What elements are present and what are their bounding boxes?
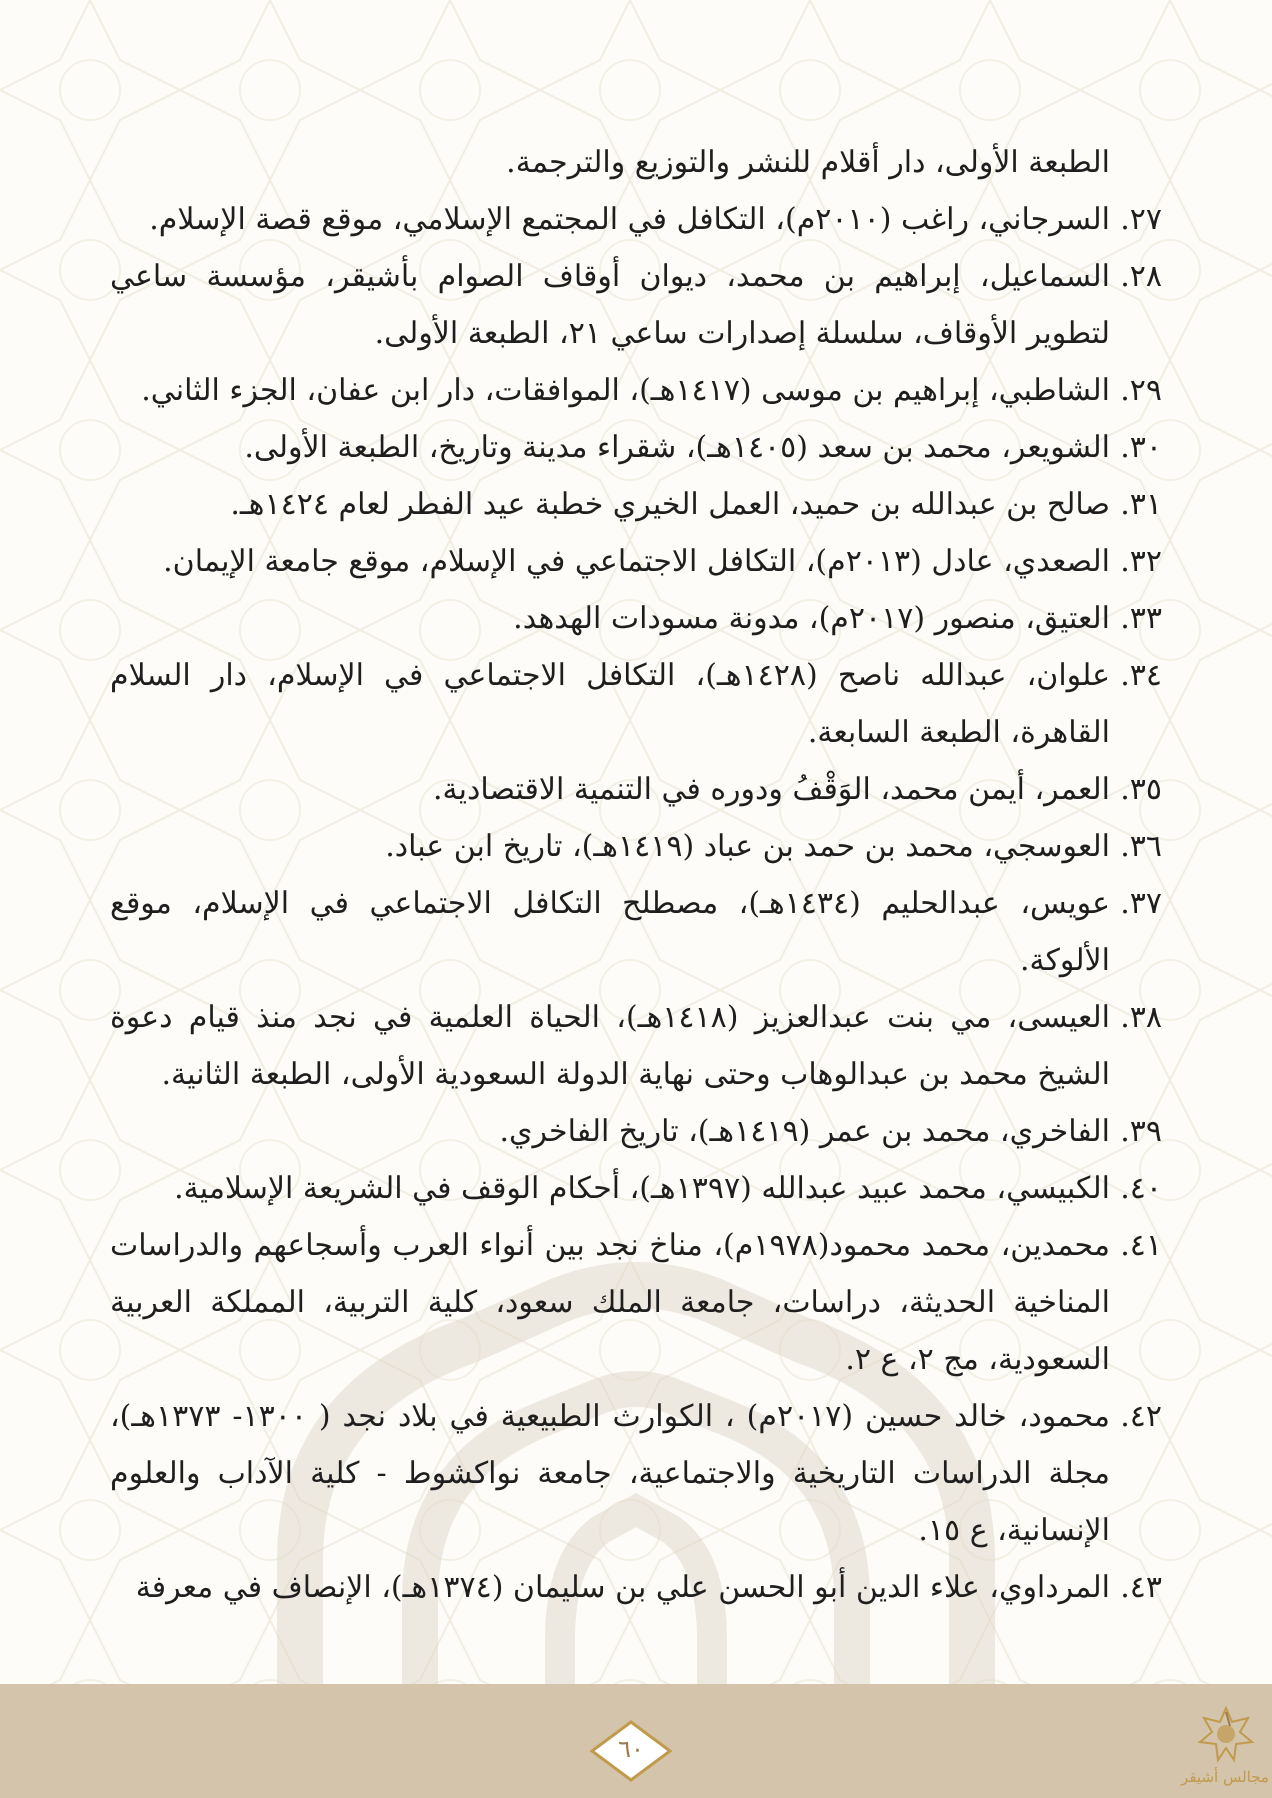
reference-text: الطبعة الأولى، دار أقلام للنشر والتوزيع والترجمة.: [506, 145, 1110, 180]
reference-item: [110, 476, 1162, 533]
page-number: ٦٠: [618, 1735, 644, 1763]
reference-number: ٣٠.: [1120, 430, 1162, 465]
reference-number: ٤٣.: [1120, 1570, 1162, 1605]
reference-number: ٣٨.: [1120, 1000, 1162, 1035]
reference-item: [110, 1160, 1162, 1217]
reference-text: العمر، أيمن محمد، الوَقْفُ ودوره في التنمية الاقتصادية.: [433, 772, 1110, 807]
reference-item: [110, 1388, 1162, 1559]
reference-text: العتيق، منصور (٢٠١٧م)، مدونة مسودات الهدهد.: [513, 601, 1110, 636]
reference-item: [110, 362, 1162, 419]
reference-number: ٢٩.: [1120, 373, 1162, 408]
reference-number: ٤٢.: [1120, 1399, 1162, 1434]
reference-number: ٣٦.: [1120, 829, 1162, 864]
reference-text: الفاخري، محمد بن عمر (١٤١٩هـ)، تاريخ الفاخري.: [499, 1114, 1110, 1149]
reference-item: [110, 647, 1162, 761]
reference-item: [110, 1103, 1162, 1160]
reference-number: ٢٨.: [1120, 259, 1162, 294]
reference-item: [110, 1559, 1162, 1616]
reference-item: [110, 248, 1162, 362]
reference-text: الشاطبي، إبراهيم بن موسى (١٤١٧هـ)، الموافقات، دار ابن عفان، الجزء الثاني.: [141, 373, 1110, 408]
reference-text: الصعدي، عادل (٢٠١٣م)، التكافل الاجتماعي في الإسلام، موقع جامعة الإيمان.: [163, 544, 1110, 579]
reference-number: ٣٤.: [1120, 658, 1162, 693]
reference-text: الكبيسي، محمد عبيد عبدالله (١٣٩٧هـ)، أحكام الوقف في الشريعة الإسلامية.: [174, 1171, 1110, 1206]
reference-text: الشويعر، محمد بن سعد (١٤٠٥هـ)، شقراء مدينة وتاريخ، الطبعة الأولى.: [244, 430, 1110, 465]
reference-item: [110, 533, 1162, 590]
reference-text: السرجاني، راغب (٢٠١٠م)، التكافل في المجتمع الإسلامي، موقع قصة الإسلام.: [149, 202, 1110, 237]
reference-item: [110, 989, 1162, 1103]
reference-number: ٣٣.: [1120, 601, 1162, 636]
reference-item: [110, 818, 1162, 875]
reference-number: ٣١.: [1120, 487, 1162, 522]
reference-number: ٢٧.: [1120, 202, 1162, 237]
reference-item: [110, 875, 1162, 989]
logo-text: مجالس أشيقر: [1181, 1768, 1269, 1786]
reference-text: العوسجي، محمد بن حمد بن عباد (١٤١٩هـ)، تاريخ ابن عباد.: [385, 829, 1110, 864]
reference-item: [110, 191, 1162, 248]
reference-text: محمود، خالد حسين (٢٠١٧م) ، الكوارث الطبيعية في بلاد نجد ( ١٣٠٠- ١٣٧٣هـ)، مجلة الدراسات التاريخية والاجتماعية، جامعة نواكشوط - كلية الآداب والعلوم الإنسانية، ع ١٥.: [110, 1399, 1110, 1548]
reference-item: [110, 590, 1162, 647]
reference-text: المرداوي، علاء الدين أبو الحسن علي بن سليمان (١٣٧٤هـ)، الإنصاف في معرفة: [135, 1570, 1110, 1605]
reference-text: العيسى، مي بنت عبدالعزيز (١٤١٨هـ)، الحياة العلمية في نجد منذ قيام دعوة الشيخ محمد بن عبدالوهاب وحتى نهاية الدولة السعودية الأولى، الطبعة الثانية.: [110, 1000, 1110, 1092]
reference-item: [110, 761, 1162, 818]
reference-item: [110, 1217, 1162, 1388]
reference-item: [110, 134, 1162, 191]
reference-text: عويس، عبدالحليم (١٤٣٤هـ)، مصطلح التكافل الاجتماعي في الإسلام، موقع الألوكة.: [110, 886, 1110, 978]
reference-item: [110, 419, 1162, 476]
reference-text: صالح بن عبدالله بن حميد، العمل الخيري خطبة عيد الفطر لعام ١٤٢٤هـ.: [230, 487, 1110, 522]
references-list: [110, 134, 1162, 1616]
reference-number: ٤٠.: [1120, 1171, 1162, 1206]
reference-text: السماعيل، إبراهيم بن محمد، ديوان أوقاف الصوام بأشيقر، مؤسسة ساعي لتطوير الأوقاف، سلسلة إصدارات ساعي ٢١، الطبعة الأولى.: [110, 259, 1110, 351]
reference-number: ٣٧.: [1120, 886, 1162, 921]
reference-text: محمدين، محمد محمود(١٩٧٨م)، مناخ نجد بين أنواء العرب وأسجاعهم والدراسات المناخية الحديثة، دراسات، جامعة الملك سعود، كلية التربية، المملكة العربية السعودية، مج ٢، ع ٢.: [110, 1228, 1110, 1377]
reference-number: ٣٢.: [1120, 544, 1162, 579]
reference-number: ٣٩.: [1120, 1114, 1162, 1149]
reference-text: علوان، عبدالله ناصح (١٤٢٨هـ)، التكافل الاجتماعي في الإسلام، دار السلام القاهرة، الطبعة السابعة.: [110, 658, 1110, 750]
logo-icon: [1196, 1704, 1256, 1764]
reference-number: ٤١.: [1120, 1228, 1162, 1263]
reference-number: ٣٥.: [1120, 772, 1162, 807]
